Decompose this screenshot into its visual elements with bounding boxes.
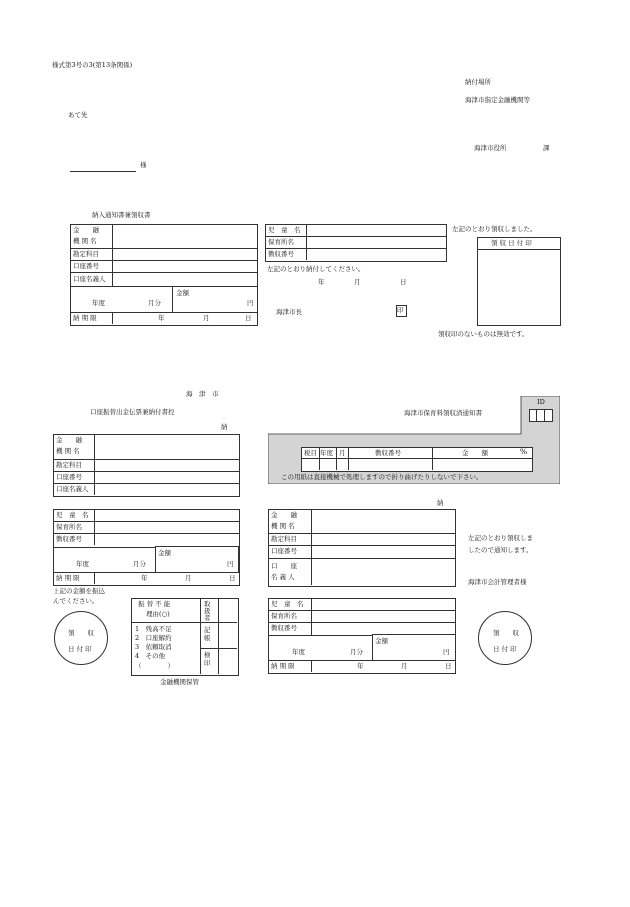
rb-account-item: 勘定科目 bbox=[271, 535, 297, 543]
code-h-month: 月 bbox=[339, 449, 346, 457]
rb-bank-1: 金 融 bbox=[271, 511, 297, 519]
id-label: ID bbox=[537, 398, 545, 406]
bank-label-2: 機 関 名 bbox=[73, 237, 97, 245]
left-stamp-bottom: 日 付 印 bbox=[68, 645, 92, 653]
amount-label: 金額 bbox=[176, 289, 189, 297]
nursery-label: 保育所名 bbox=[268, 238, 294, 246]
inspect-label: 検印 bbox=[204, 651, 211, 668]
rb-holder-2: 名 義 人 bbox=[271, 573, 295, 581]
seal-label: 印 bbox=[397, 306, 404, 314]
city-name: 海 津 市 bbox=[186, 390, 219, 398]
deadline-day: 日 bbox=[245, 314, 252, 322]
date-year: 年 bbox=[318, 278, 325, 286]
collection-no-label: 徴収番号 bbox=[268, 250, 294, 258]
rc-year: 年度 bbox=[292, 648, 305, 656]
payment-place-label: 納付場所 bbox=[465, 78, 491, 86]
right-notice-1: 左記のとおり領収しま bbox=[468, 534, 533, 542]
yen-label: 円 bbox=[247, 299, 254, 307]
invalid-note: 領収印のないものは無効です。 bbox=[438, 330, 529, 338]
sama-label: 様 bbox=[140, 161, 147, 169]
received-text: 左記のとおり領収しました。 bbox=[452, 225, 537, 233]
lb-account-holder: 口座名義人 bbox=[56, 485, 89, 493]
month-label: 月分 bbox=[148, 299, 161, 307]
lc-amount: 金額 bbox=[158, 549, 171, 557]
code-h-tax: 税目 bbox=[304, 449, 317, 457]
right-stamp-top: 領 収 bbox=[493, 629, 519, 637]
bank-keep-label: 金融機関保管 bbox=[160, 678, 199, 686]
rc-yen: 円 bbox=[443, 648, 450, 656]
receipt-notice-title: 海津市保育料領収済通知書 bbox=[404, 409, 482, 417]
lc-collection: 徴収番号 bbox=[56, 535, 82, 543]
code-h-number: 徴収番号 bbox=[375, 449, 401, 457]
year-label: 年度 bbox=[92, 299, 105, 307]
transfer-request-1: 上記の金額を振込 bbox=[53, 587, 105, 595]
code-h-year: 年度 bbox=[320, 449, 333, 457]
handler-label: 取扱者 bbox=[204, 600, 211, 623]
left-receipt-stamp bbox=[54, 611, 108, 665]
right-stamp-bottom: 日 付 印 bbox=[493, 645, 517, 653]
rb-account-no: 口座番号 bbox=[271, 547, 297, 555]
rc-deadline-day: 日 bbox=[445, 662, 452, 670]
lc-deadline-year: 年 bbox=[141, 574, 148, 582]
reason-4: 4 その他 bbox=[135, 652, 166, 660]
nou-label-left: 納 bbox=[221, 423, 228, 431]
stamp-box-label: 領 収 日 付 印 bbox=[491, 239, 532, 247]
stamp-box bbox=[477, 237, 561, 326]
lb-account-item: 勘定科目 bbox=[56, 461, 82, 469]
lc-deadline-day: 日 bbox=[229, 574, 236, 582]
reason-title-1: 振 替 不 能 bbox=[138, 600, 171, 608]
lc-yen: 円 bbox=[227, 560, 234, 568]
deadline-label: 納 期 限 bbox=[73, 314, 97, 322]
lc-year: 年度 bbox=[76, 560, 89, 568]
reason-2: 2 口座解約 bbox=[135, 634, 172, 642]
machine-note: この用紙は直接機械で処理しますので折り曲げたりしないで下さい。 bbox=[281, 473, 483, 481]
lc-month: 月分 bbox=[133, 560, 146, 568]
lc-deadline: 納 期 限 bbox=[56, 574, 80, 582]
rc-amount: 金額 bbox=[375, 637, 388, 645]
pay-request: 左記のとおり納付してください。 bbox=[267, 265, 365, 273]
reason-1: 1 残高不足 bbox=[135, 625, 172, 633]
notice-title: 納入通知書兼領収書 bbox=[92, 211, 151, 219]
lb-bank-1: 金 融 bbox=[56, 436, 82, 444]
city-office: 海津市役所 bbox=[474, 144, 507, 152]
record-label: 記帳 bbox=[204, 626, 211, 643]
deadline-year: 年 bbox=[158, 314, 165, 322]
lc-nursery: 保育所名 bbox=[56, 523, 82, 531]
reason-title-2: 理由(○) bbox=[146, 610, 170, 618]
section-label: 課 bbox=[543, 144, 550, 152]
account-item: 勘定科目 bbox=[73, 250, 99, 258]
nou-label-right: 納 bbox=[437, 499, 444, 507]
transfer-request-2: んでください。 bbox=[53, 597, 99, 605]
account-number: 口座番号 bbox=[73, 262, 99, 270]
date-month: 月 bbox=[354, 278, 361, 286]
rc-child: 児 童 名 bbox=[271, 600, 304, 608]
child-name-label: 児 童 名 bbox=[268, 226, 301, 234]
rc-deadline: 納 期 限 bbox=[271, 662, 295, 670]
rb-holder-1: 口 座 bbox=[271, 562, 297, 570]
bank-label-1: 金 融 bbox=[73, 226, 99, 234]
reason-3: 3 依頼取消 bbox=[135, 643, 172, 651]
lc-child: 児 童 名 bbox=[56, 511, 89, 519]
lb-account-no: 口座番号 bbox=[56, 473, 82, 481]
addressee-label: あて先 bbox=[68, 111, 88, 119]
reason-5: （ ） bbox=[135, 662, 174, 670]
rc-nursery: 保育所名 bbox=[271, 612, 297, 620]
id-box bbox=[529, 409, 553, 422]
lb-bank-2: 機 関 名 bbox=[56, 447, 80, 455]
account-holder: 口座名義人 bbox=[73, 275, 106, 283]
right-notice-2: したので通知します。 bbox=[468, 546, 533, 554]
left-stamp-top: 領 収 bbox=[68, 629, 94, 637]
form-number: 様式第3号の3(第13条関係) bbox=[52, 61, 133, 69]
rc-deadline-month: 月 bbox=[401, 662, 408, 670]
code-h-amount: 金 額 bbox=[462, 449, 488, 457]
rc-month: 月分 bbox=[350, 648, 363, 656]
lc-deadline-month: 月 bbox=[185, 574, 192, 582]
percent-mark: % bbox=[520, 447, 528, 456]
right-receipt-stamp bbox=[478, 611, 532, 665]
rb-bank-2: 機 関 名 bbox=[271, 522, 295, 530]
rc-deadline-year: 年 bbox=[357, 662, 364, 670]
transfer-title: 口座振替出金伝票兼納付書控 bbox=[90, 408, 175, 416]
deadline-month: 月 bbox=[203, 314, 210, 322]
rc-collection: 徴収番号 bbox=[271, 624, 297, 632]
treasurer-label: 海津市会計管理者様 bbox=[468, 578, 527, 586]
date-day: 日 bbox=[400, 278, 407, 286]
payment-place: 海津市指定金融機関等 bbox=[465, 96, 530, 104]
mayor-label: 海津市長 bbox=[276, 308, 302, 316]
